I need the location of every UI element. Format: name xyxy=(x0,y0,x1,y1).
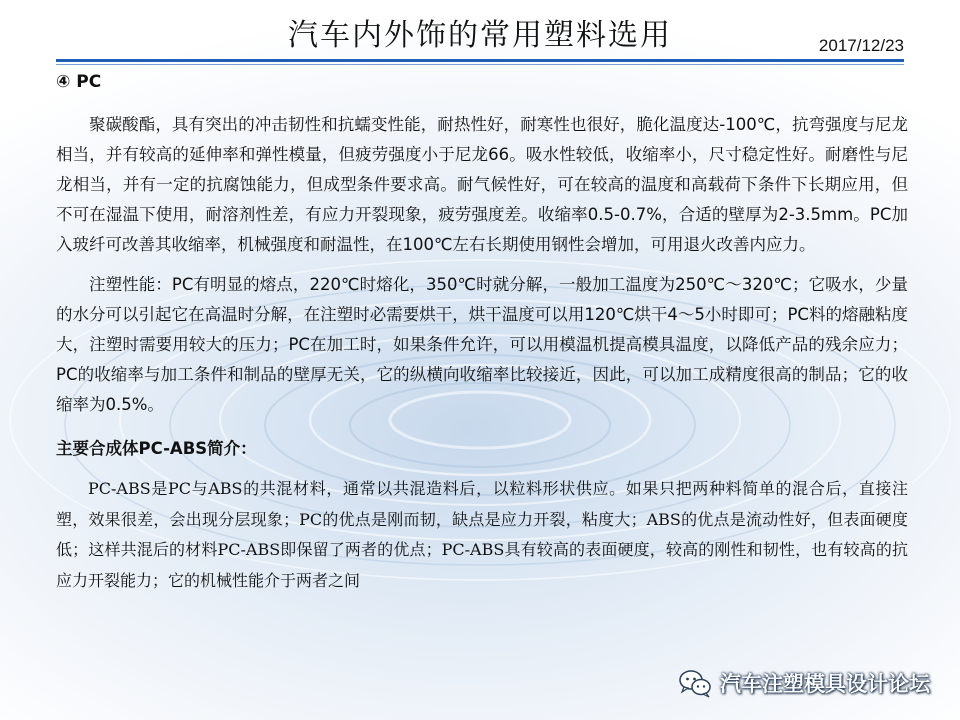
watermark-text: 汽车注塑模具设计论坛 xyxy=(720,672,930,696)
paragraph-pc-abs: PC-ABS是PC与ABS的共混材料，通常以共混造料后，以粒料形状供应。如果只把两种料简单的混合后，直接注塑，效果很差，会出现分层现象；PC的优点是刚而韧，缺点是应力开裂，粘度大；ABS的优点是流动性好，但表面硬度低；这样共混后的材料PC-ABS即保留了两者的优点；PC-ABS具有较高的表面硬度，较高的刚性和韧性，也有较高的抗应力开裂能力；它的机械性能介于两者之间 xyxy=(56,479,908,590)
paragraph-injection-molding: 注塑性能：PC有明显的熔点，220℃时熔化，350℃时就分解，一般加工温度为250℃～320℃；它吸水，少量的水分可以引起它在高温时分解，在注塑时必需要烘干，烘干温度可以用120℃烘干4～5小时即可；PC料的熔融粘度大，注塑时需要用较大的压力；PC在加工时，如果条件允许，可以用模温机提高模具温度，以降低产品的残余应力；PC的收缩率与加工条件和制品的壁厚无关，它的纵横向收缩率比较接近，因此，可以加工成精度很高的制品；它的收缩率为0.5%。 xyxy=(56,275,908,414)
section-heading: ④ PC xyxy=(56,72,102,92)
slide-title: 汽车内外饰的常用塑料选用 xyxy=(288,18,672,53)
header-rule-thin xyxy=(56,64,904,65)
wechat-watermark xyxy=(678,666,930,700)
wechat-icon xyxy=(678,668,712,698)
header-rule xyxy=(56,59,904,62)
subheading-pc-abs: 主要合成体PC-ABS简介： xyxy=(56,439,257,458)
paragraph-properties: 聚碳酸酯，具有突出的冲击韧性和抗蠕变性能，耐热性好，耐寒性也很好，脆化温度达-100℃，抗弯强度与尼龙相当，并有较高的延伸率和弹性模量，但疲劳强度小于尼龙66。吸水性较低，收缩率小，尺寸稳定性好。耐磨性与尼龙相当，并有一定的抗腐蚀能力，但成型条件要求高。耐气候性好，可在较高的温度和高载荷下条件下长期应用，但不可在湿温下使用，耐溶剂性差，有应力开裂现象，疲劳强度差。收缩率0.5-0.7%，合适的壁厚为2-3.5mm。PC加入玻纤可改善其收缩率，机械强度和耐温性，在100℃左右长期使用钢性会增加，可用退火改善内应力。 xyxy=(56,115,908,254)
slide-date: 2017/12/23 xyxy=(818,36,904,55)
slide-body xyxy=(56,66,908,596)
